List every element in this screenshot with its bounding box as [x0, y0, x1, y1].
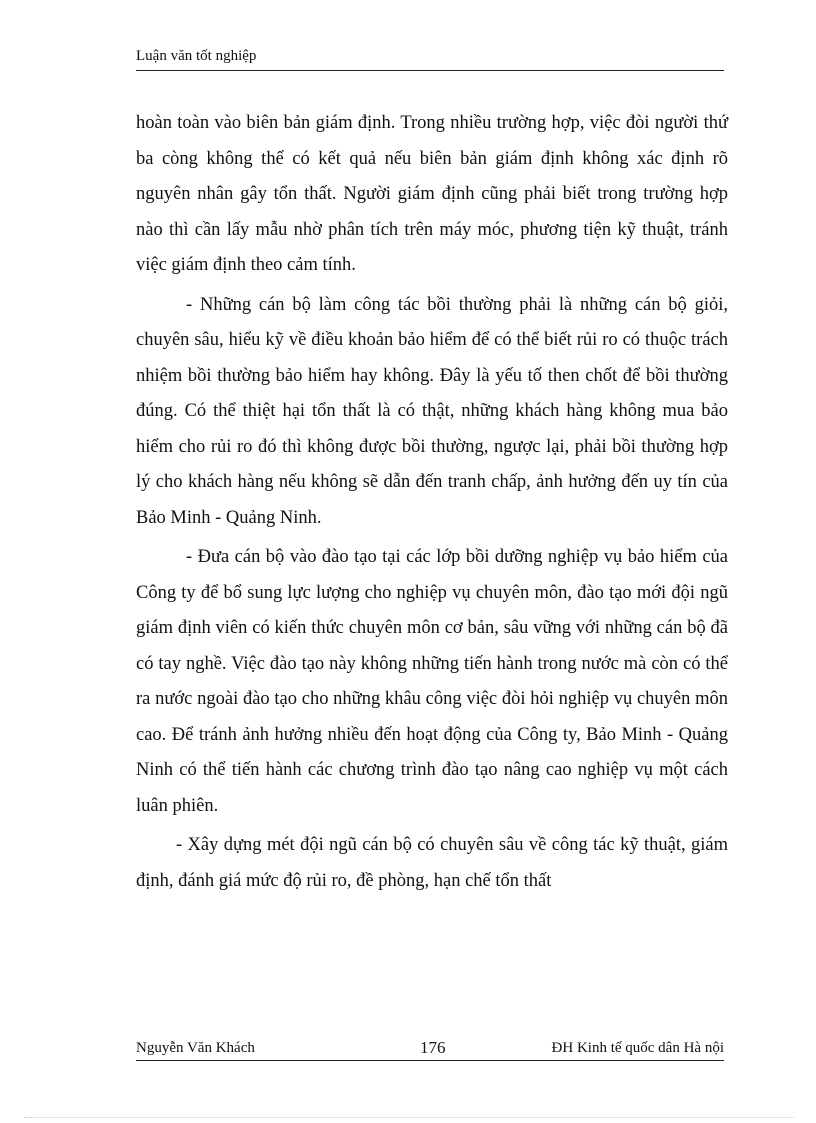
header-title: Luận văn tốt nghiệp [136, 48, 257, 64]
document-body [136, 106, 728, 899]
footer-institution: ĐH Kinh tế quốc dân Hà nội [551, 1040, 724, 1056]
paragraph-1: hoàn toàn vào biên bản giám định. Trong nhiều trường hợp, việc đòi người thứ ba còng không thể có kết quả nếu biên bản giám định không xác định rõ nguyên nhân gây tổn thất. Người giám định cũng phải biết trong trường hợp nào thì cần lấy mẫu nhờ phân tích trên máy móc, phương tiện kỹ thuật, tránh việc giám định theo cảm tính. [136, 113, 728, 275]
footer-author: Nguyễn Văn Khách [136, 1040, 255, 1056]
paragraph-4: - Xây dựng mét đội ngũ cán bộ có chuyên sâu về công tác kỹ thuật, giám định, đánh giá mức độ rủi ro, đề phòng, hạn chế tổn thất [136, 835, 728, 891]
paragraph-2: - Những cán bộ làm công tác bồi thường phải là những cán bộ giỏi, chuyên sâu, hiểu kỹ về điều khoản bảo hiểm để có thể biết rủi ro có thuộc trách nhiệm bồi thường bảo hiểm hay không. Đây là yếu tố then chốt để bồi thường đúng. Có thể thiệt hại tổn thất là có thật, những khách hàng không mua bảo hiểm cho rủi ro đó thì không được bồi thường, ngược lại, phải bồi thường hợp lý cho khách hàng nếu không sẽ dẫn đến tranh chấp, ảnh hưởng đến uy tín của Bảo Minh - Quảng Ninh. [136, 294, 728, 528]
page-footer [136, 1038, 724, 1061]
paragraph-3: - Đưa cán bộ vào đào tạo tại các lớp bồi dưỡng nghiệp vụ bảo hiểm của Công ty để bổ sung lực lượng cho nghiệp vụ chuyên môn, đào tạo mới đội ngũ giám định viên có kiến thức chuyên môn cơ bản, sâu vững với những cán bộ đã có tay nghề. Việc đào tạo này không những tiến hành trong nước mà còn có thể ra nước ngoài đào tạo cho những khâu công việc đòi hỏi nghiệp vụ chuyên môn cao. Để tránh ảnh hưởng nhiều đến hoạt động của Công ty, Bảo Minh - Quảng Ninh có thể tiến hành các chương trình đào tạo nâng cao nghiệp vụ một cách luân phiên. [136, 547, 728, 816]
page-number: 176 [420, 1038, 446, 1057]
page-edge-divider [24, 1117, 794, 1118]
page-header [136, 46, 724, 71]
